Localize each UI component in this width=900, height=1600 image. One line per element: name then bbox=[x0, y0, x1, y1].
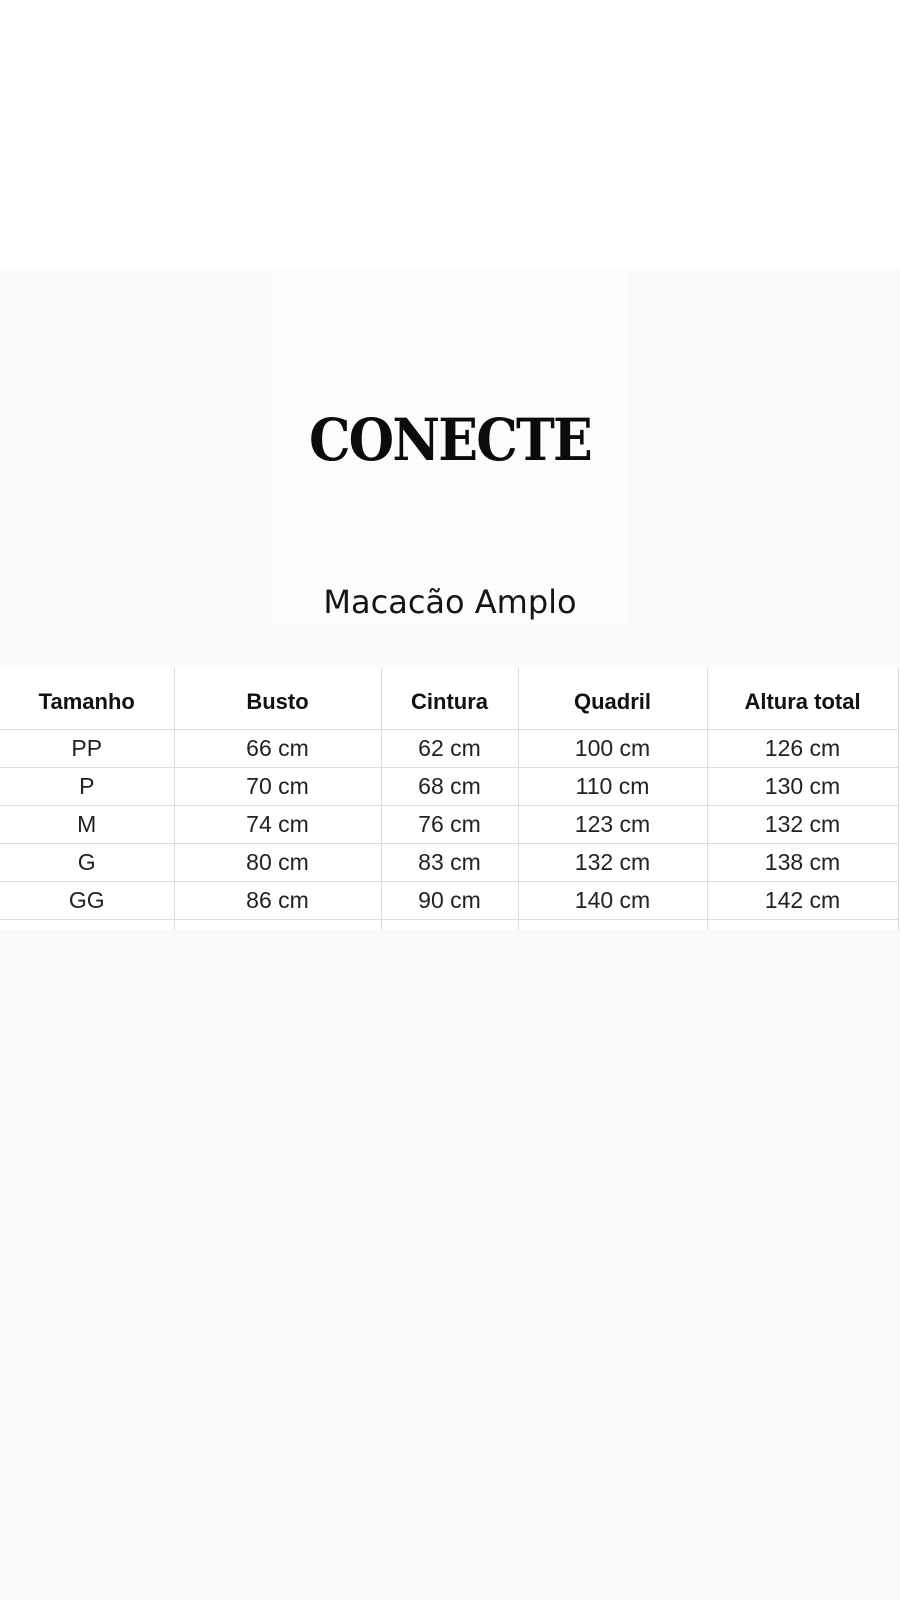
table-cell: 110 cm bbox=[518, 768, 707, 806]
table-cell: 130 cm bbox=[707, 768, 898, 806]
brand-logo: CONECTE bbox=[308, 406, 592, 474]
table-cell: 126 cm bbox=[707, 730, 898, 768]
table-row bbox=[0, 768, 898, 806]
table-cell: PP bbox=[0, 730, 174, 768]
column-header: Cintura bbox=[381, 668, 518, 730]
table-cell: 140 cm bbox=[518, 882, 707, 920]
table-cell: 62 cm bbox=[381, 730, 518, 768]
table-row bbox=[0, 806, 898, 844]
table-cell: 83 cm bbox=[381, 844, 518, 882]
table-spacer-row bbox=[0, 920, 898, 931]
table-header-row bbox=[0, 668, 898, 730]
table-row bbox=[0, 882, 898, 920]
column-header: Tamanho bbox=[0, 668, 174, 730]
table-cell: P bbox=[0, 768, 174, 806]
table-cell: 68 cm bbox=[381, 768, 518, 806]
size-table bbox=[0, 668, 899, 930]
table-cell: M bbox=[0, 806, 174, 844]
table-cell: 90 cm bbox=[381, 882, 518, 920]
table-cell: 138 cm bbox=[707, 844, 898, 882]
bottom-blank-area bbox=[0, 930, 900, 1600]
table-cell: 66 cm bbox=[174, 730, 381, 768]
table-cell: GG bbox=[0, 882, 174, 920]
table-cell: 70 cm bbox=[174, 768, 381, 806]
table-cell: 132 cm bbox=[518, 844, 707, 882]
table-cell: 100 cm bbox=[518, 730, 707, 768]
table-cell: 76 cm bbox=[381, 806, 518, 844]
table-cell: G bbox=[0, 844, 174, 882]
size-chart bbox=[0, 668, 900, 930]
column-header: Busto bbox=[174, 668, 381, 730]
table-cell: 142 cm bbox=[707, 882, 898, 920]
table-cell: 123 cm bbox=[518, 806, 707, 844]
product-title: Macacão Amplo bbox=[323, 583, 577, 621]
table-cell: 86 cm bbox=[174, 882, 381, 920]
table-row bbox=[0, 730, 898, 768]
column-header: Quadril bbox=[518, 668, 707, 730]
table-cell: 132 cm bbox=[707, 806, 898, 844]
table-row bbox=[0, 844, 898, 882]
table-cell: 74 cm bbox=[174, 806, 381, 844]
top-blank-area bbox=[0, 0, 900, 268]
column-header: Altura total bbox=[707, 668, 898, 730]
table-cell: 80 cm bbox=[174, 844, 381, 882]
